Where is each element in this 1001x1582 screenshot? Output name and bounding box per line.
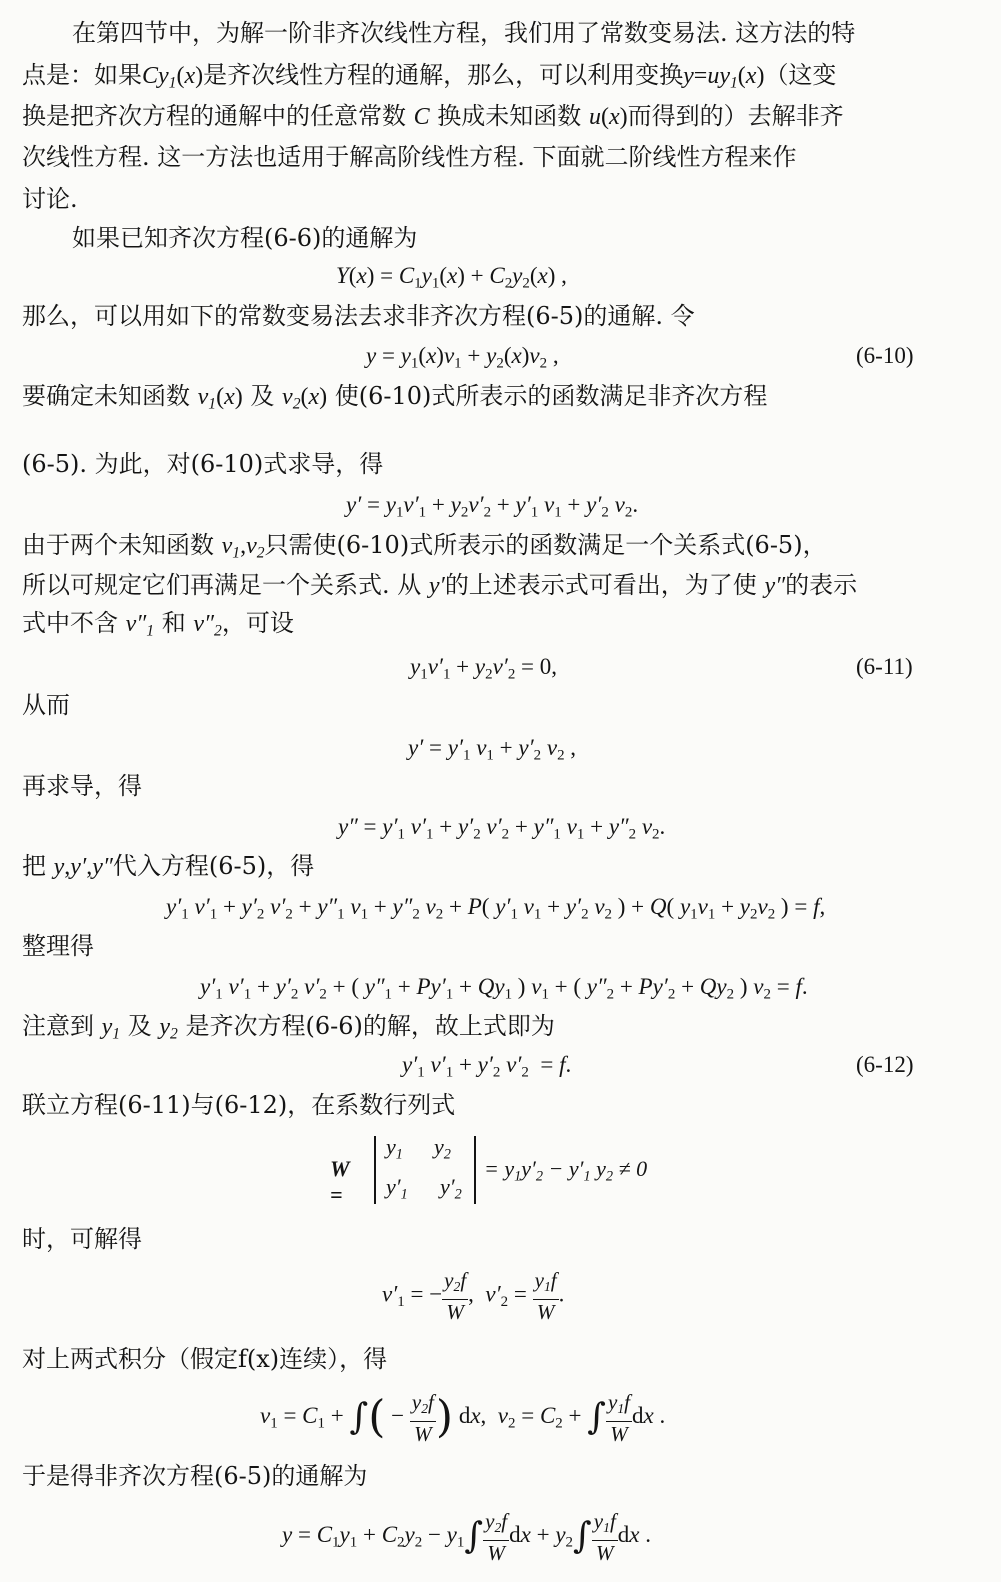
para-1-line-1: 在第四节中，为解一阶非齐次线性方程，我们用了常数变易法. 这方法的特 [72, 19, 856, 47]
equation-tag-6-11: (6-11) [856, 654, 913, 679]
para-7: 所以可规定它们再满足一个关系式. 从 y′的上述表示式可看出，为了使 y″的表示 [22, 571, 858, 599]
para-10: 再求导，得 [22, 772, 142, 800]
para-17: 于是得非齐次方程(6-5)的通解为 [22, 1462, 368, 1490]
para-8: 式中不含 $v''_1$ 和 $v''_2$，可设 [22, 609, 294, 640]
equation-first-derivative: $y' = y_1v'_1 + y_2v'_2 + y'_1$ $v_1 + y'_2$ $v_2$. [346, 492, 639, 521]
equation-y-prime: $y' = y'_1$ $v_1 + y'_2$ $v_2$ , [408, 735, 577, 764]
para-9: 从而 [22, 691, 70, 719]
para-15: 时，可解得 [22, 1225, 142, 1253]
equation-v-prime-solutions: $v'_1$ = − $\frac{y_2f}{W}$ , $v'_2$ = $\frac{y_1f}{W}$ . [382, 1268, 565, 1325]
equation-6-12: $y'_1$ $v'_1 + y'_2$ $v'_2 = f$. [402, 1052, 572, 1081]
para-13: 注意到 $y_1$ 及 $y_2$ 是齐次方程(6-6)的解，故上式即为 [22, 1012, 555, 1043]
equation-tag-6-10: (6-10) [856, 343, 914, 368]
equation-v-integrals: $v_1 = C_1$ + ∫( − $\frac{y_2f}{W}$ ) dx, $v_2 = C_2$ + ∫ $\frac{y_1f}{W}$ dx . [260, 1389, 666, 1446]
equation-rearranged: $y'_1$ $v'_1 + y'_2$ $v'_2$ + ( $y''_1 + Py'_1 + Qy_1$ ) $v_1$ + ( $y''_2 + Py'_2 + Qy_2$ ) $v_2 = f$. [200, 974, 808, 1003]
para-14: 联立方程(6-11)与(6-12)，在系数行列式 [22, 1091, 456, 1119]
para-3: 那么，可以用如下的常数变易法去求非齐次方程(6-5)的通解. 令 [22, 302, 695, 330]
para-16: 对上两式积分（假定f(x)连续），得 [22, 1345, 388, 1373]
para-1-line-4: 次线性方程. 这一方法也适用于解高阶线性方程. 下面就二阶线性方程来作 [22, 143, 797, 171]
para-4: 要确定未知函数 $v_1(x)$ 及 $v_2(x)$ 使(6-10)式所表示的函数满足非齐次方程 [22, 382, 768, 413]
equation-general-homogeneous: $Y(x) = C_1y_1(x) + C_2y_2(x)$ , [336, 263, 567, 292]
para-12: 整理得 [22, 932, 94, 960]
para-11: 把 y,y′,y″代入方程(6-5)，得 [22, 852, 315, 880]
para-1-line-5: 讨论. [22, 185, 78, 213]
para-1-line-2: 点是：如果$Cy_1(x)$是齐次线性方程的通解，那么，可以利用变换$y=uy_1(x)$（这变 [22, 61, 837, 92]
equation-substituted: $y'_1$ $v'_1 + y'_2$ $v'_2 + y''_1$ $v_1 + y''_2$ $v_2 + P$( $y'_1$ $v_1 + y'_2$ $v_2$ ) + Q( $y_1v_1 + y_2v_2$ ) = f, [166, 894, 826, 923]
equation-6-10: $y = y_1(x)v_1 + y_2(x)v_2$ , [366, 343, 559, 372]
para-1-line-3: 换是把齐次方程的通解中的任意常数 C 换成未知函数 u(x)而得到的）去解非齐 [22, 102, 844, 130]
equation-6-11: $y_1v'_1 + y_2v'_2 = 0$, [410, 654, 558, 683]
equation-y-double-prime: $y'' = y'_1$ $v'_1 + y'_2$ $v'_2 + y''_1$ $v_1 + y''_2$ $v_2$. [338, 814, 666, 843]
para-5: (6-5). 为此，对(6-10)式求导，得 [22, 450, 384, 478]
para-2: 如果已知齐次方程(6-6)的通解为 [72, 224, 418, 252]
para-6: 由于两个未知函数 $v_1,v_2$只需使(6-10)式所表示的函数满足一个关系式(6-5)， [22, 531, 827, 562]
equation-tag-6-12: (6-12) [856, 1052, 914, 1077]
equation-general-solution: $y = C_1y_1 + C_2y_2 - y_1\int$ $\frac{y_2f}{W}$ dx + $y_2\int$ $\frac{y_1f}{W}$ dx . [282, 1508, 651, 1565]
